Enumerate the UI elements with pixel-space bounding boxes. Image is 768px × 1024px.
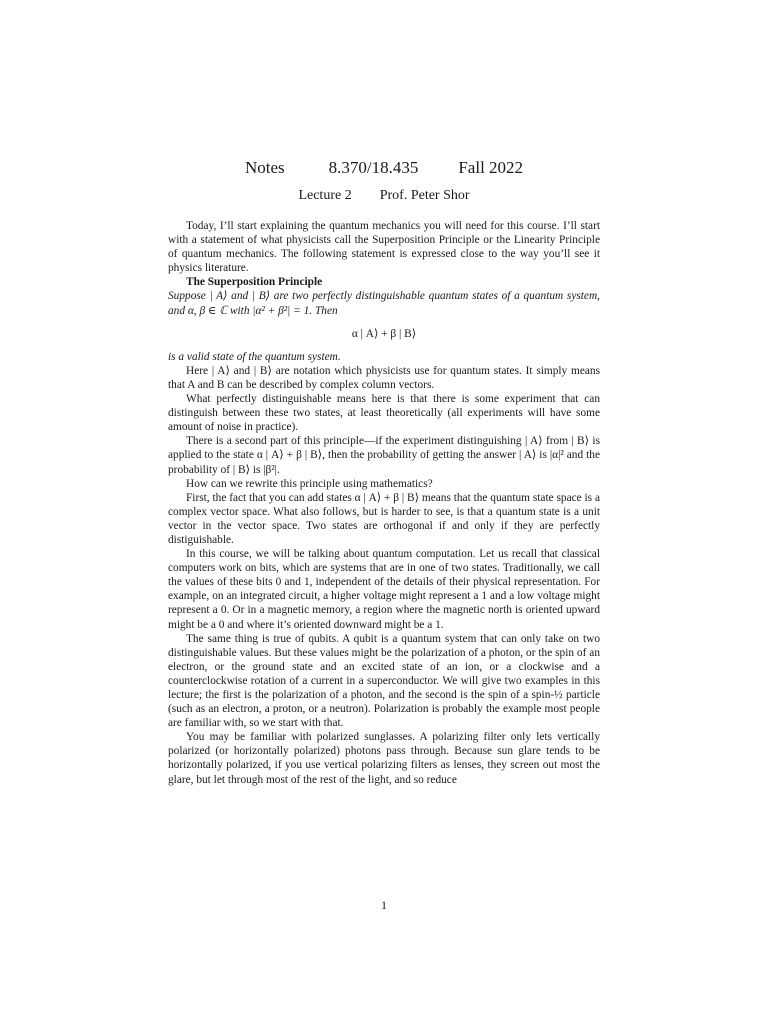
section-heading: The Superposition Principle (186, 276, 323, 289)
paragraph-polarized-sunglasses: You may be familiar with polarized sunglasses. A polarizing filter only lets vertically polarized (or horizontally polarized) photons pass through. Because sun glare tends to be horizontally polarized, if you use vertical polarizing filters as lenses, they screen out most the glare, but let through most of the rest of the light, and so reduce (168, 731, 600, 786)
intro-paragraph: Today, I’ll start explaining the quantum mechanics you will need for this course. I’ll start with a statement of what physicists call the Superposition Principle or the Linearity Principle of quantum mechanics. The following statement is expressed close to the way you’ll see it physics literature. (168, 220, 600, 275)
theorem-conclusion: is a valid state of the quantum system. (168, 350, 341, 363)
paragraph-vector-space: First, the fact that you can add states α | A⟩ + β | B⟩ means that the quantum state space is a complex vector space. What also follows, but is harder to see, is that a quantum state is a unit vector in the vector space. Two states are orthogonal if and only if they are perfectly distiguishable. (168, 491, 600, 546)
paragraph-classical-bits: In this course, we will be talking about quantum computation. Let us recall that classical computers work on bits, which are systems that are in one of two states. Traditionally, we call the values of these bits 0 and 1, independent of the details of their physical representation. For example, on an integrated circuit, a higher voltage might represent a 1 and a low voltage might represent a 0. Or in a magnetic memory, a region where the magnetic north is oriented upward might be a 0 and where it’s oriented downward might be a 1. (168, 548, 600, 631)
paragraph-distinguishable: What perfectly distinguishable means here is that there is some experiment that can distinguish between these two states, at least theoretically (all experiments will have some amount of noise in practice). (168, 393, 600, 434)
term-label: Fall 2022 (458, 158, 524, 177)
lecture-body (168, 219, 600, 787)
paragraph-second-part: There is a second part of this principle—if the experiment distinguishing | A⟩ from | B⟩ is applied to the state α | A⟩ + β | B⟩, then the probability of getting the answer | A⟩ is |α|² and the probability of | B⟩ is |β²|. (168, 435, 600, 476)
paragraph-qubits: The same thing is true of qubits. A qubit is a quantum system that can only take on two distinguishable values. But these values might be the polarization of a photon, or the spin of an electron, or the ground state and an excited state of an ion, or a clockwise and a counterclockwise rotation of a current in a superconductor. We will give two examples in this lecture; the first is the polarization of a photon, and the second is the spin of a spin-½ particle (such as an electron, a proton, or a neutron). Polarization is probably the example most people are familiar with, so we start with that. (168, 632, 600, 730)
lecture-header (0, 187, 768, 205)
page-number: 1 (381, 898, 387, 912)
paragraph-question: How can we rewrite this principle using mathematics? (186, 477, 433, 490)
notes-header (0, 158, 768, 178)
professor-name: Prof. Peter Shor (379, 188, 470, 203)
notes-label: Notes (244, 158, 285, 177)
display-equation: α | A⟩ + β | B⟩ (351, 327, 417, 340)
course-number: 8.370/18.435 (328, 158, 419, 177)
lecture-label: Lecture 2 (298, 188, 352, 203)
paragraph-notation: Here | A⟩ and | B⟩ are notation which physicists use for quantum states. It simply means that A and B can be described by complex column vectors. (168, 364, 600, 391)
theorem-statement: Suppose | A⟩ and | B⟩ are two perfectly distinguishable quantum states of a quantum system, and α, β ∈ ℂ with |α² + β²| = 1. Then (168, 290, 600, 317)
